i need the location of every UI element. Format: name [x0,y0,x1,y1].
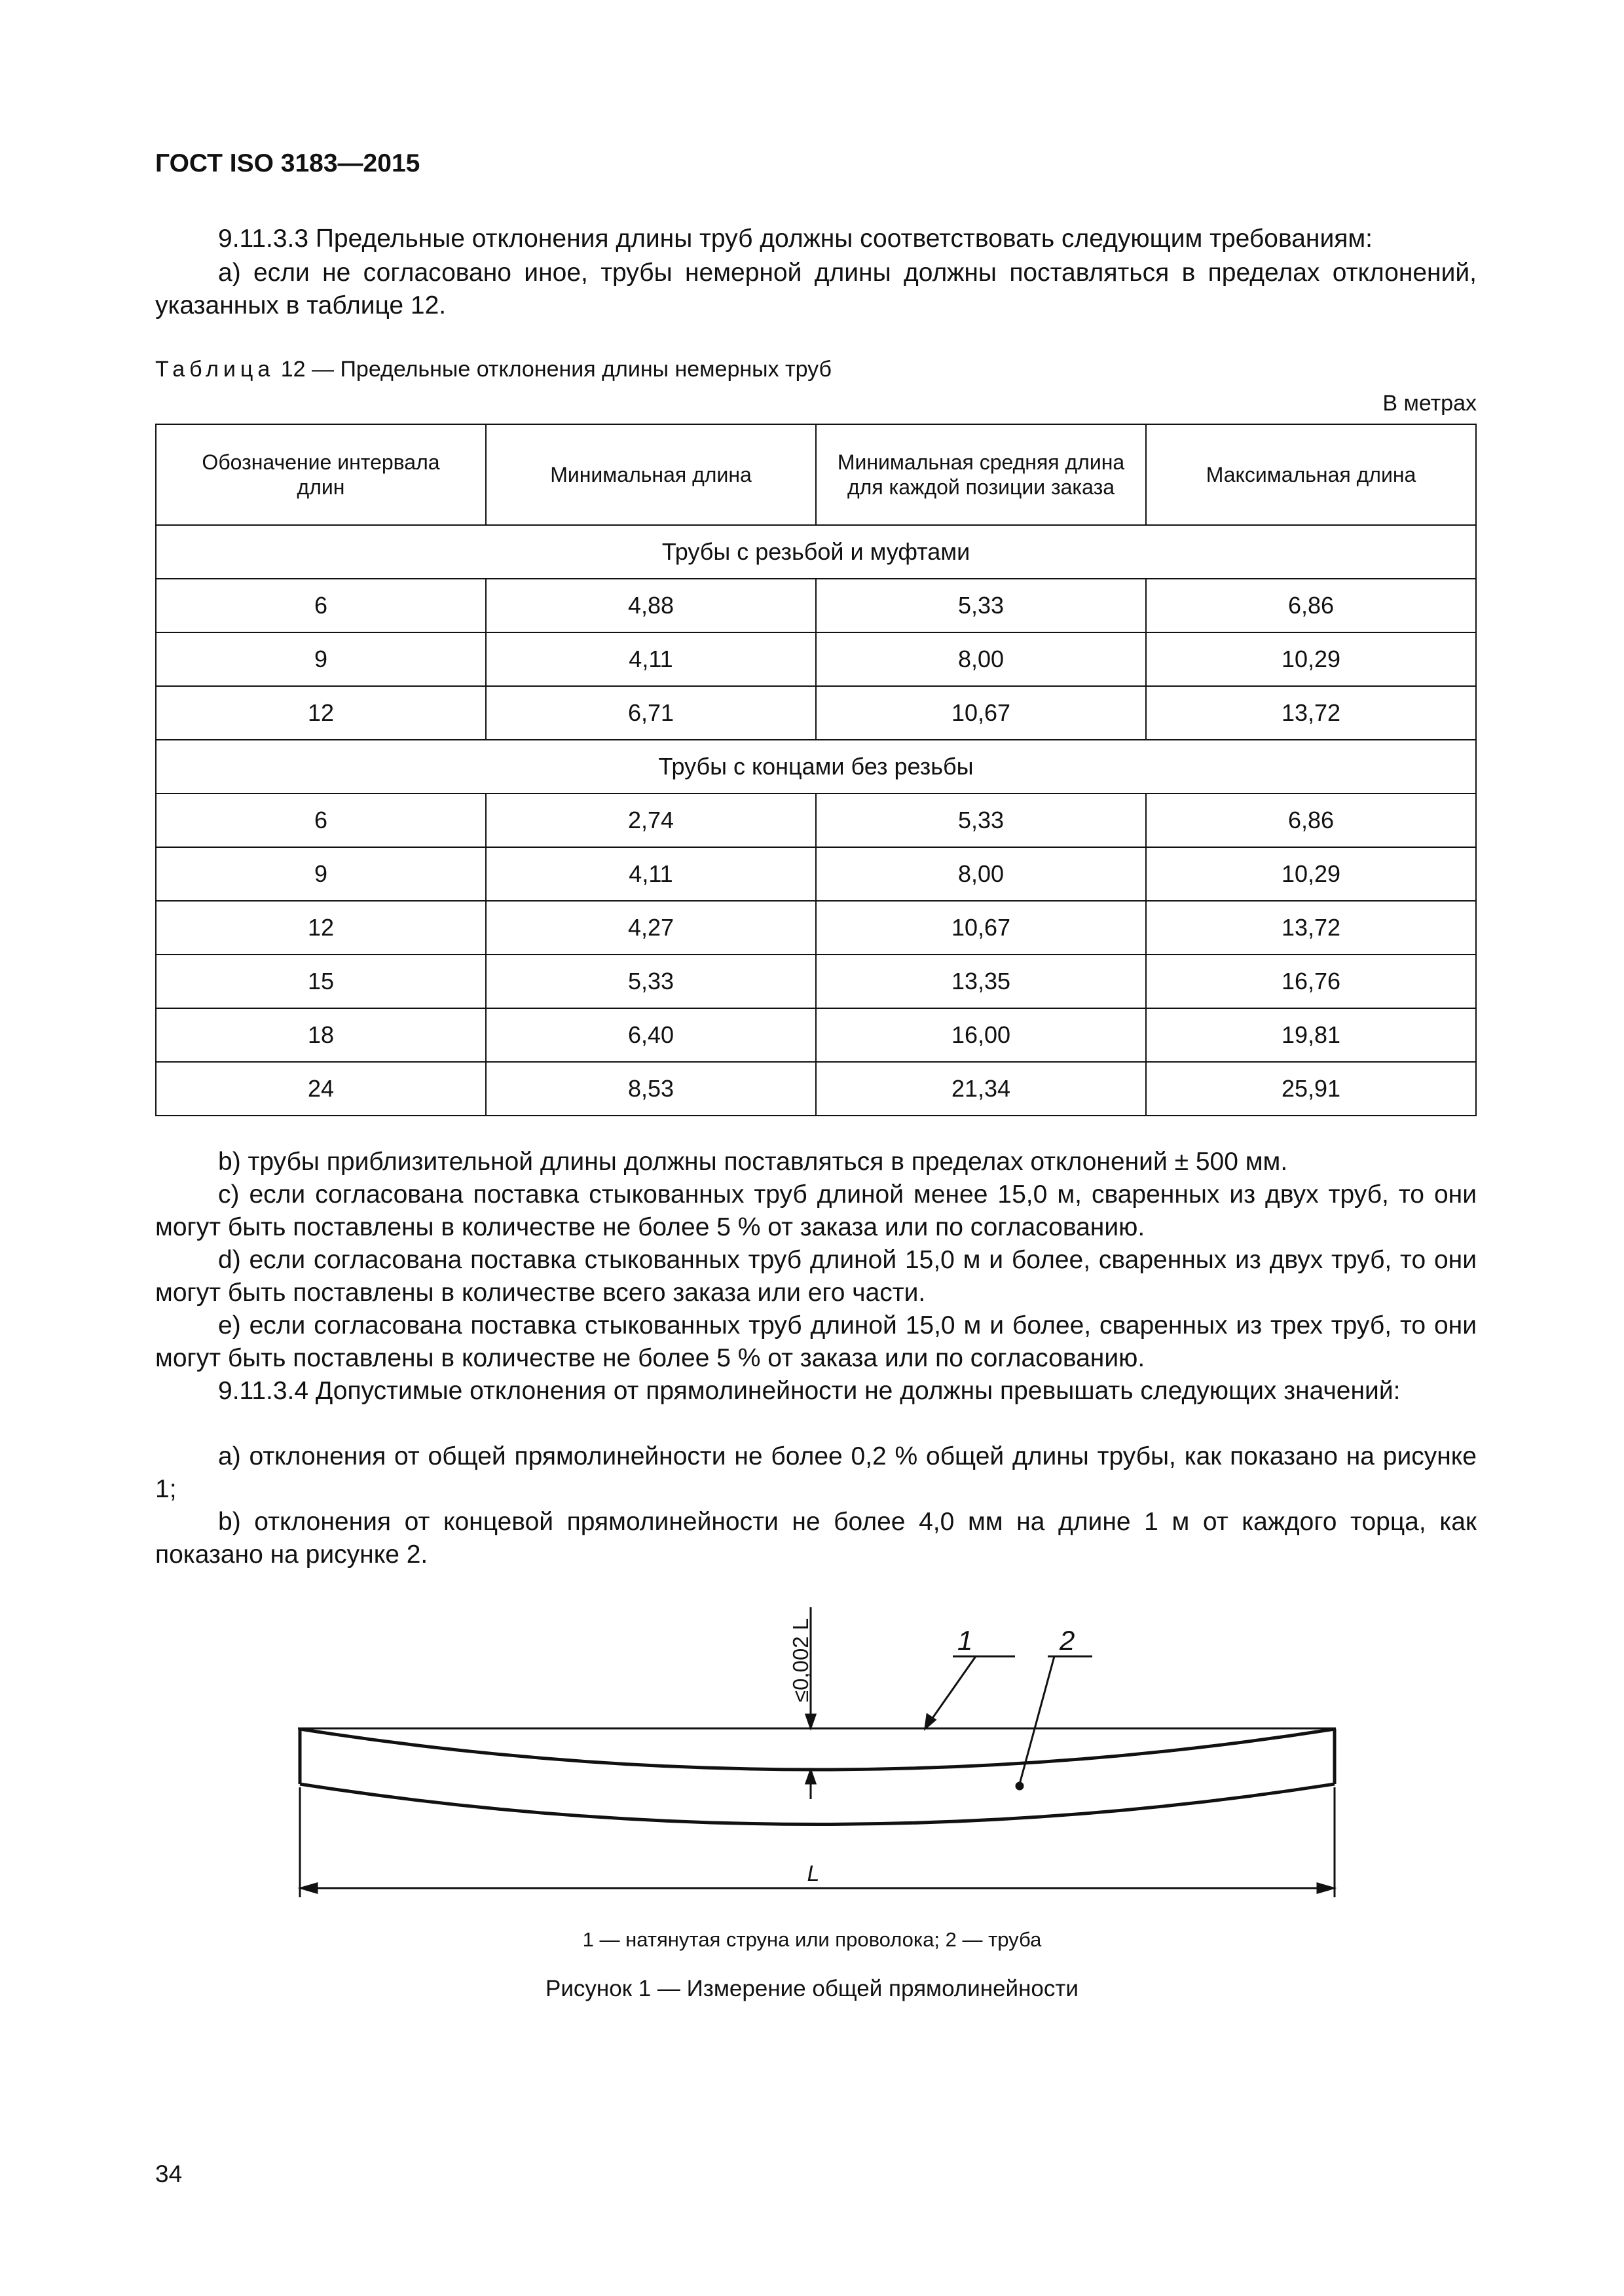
paragraph-c: c) если согласована поставка стыкованных труб длиной менее 15,0 м, сваренных из двух труб, то они могут быть поставлены в количестве не более 5 % от заказа или по согласованию. [155,1180,1477,1241]
paragraph-9-11-3-3: 9.11.3.3 Предельные отклонения длины труб должны соответствовать следующим требованиям: [218,225,1373,253]
cell: 12 [156,686,486,740]
svg-text:≤0,002 L [788,1618,813,1702]
cell: 21,34 [816,1062,1146,1116]
cell: 6,40 [486,1008,816,1062]
cell: 8,53 [486,1062,816,1116]
paragraph-a-straightness: а) отклонения от общей прямолинейности не более 0,2 % общей длины трубы, как показано на рисунке 1; [155,1442,1477,1503]
cell: 6,86 [1146,579,1476,632]
cell: 13,72 [1146,901,1476,955]
section-threaded: Трубы с резьбой и муфтами [156,525,1476,579]
cell: 24 [156,1062,486,1116]
cell: 4,11 [486,632,816,686]
length-label: L [807,1861,820,1886]
svg-text:L [807,1861,820,1886]
paragraph-b-straightness: b) отклонения от концевой прямолинейности не более 4,0 мм на длине 1 м от каждого торца, как показано на рисунке 2. [155,1508,1477,1569]
cell: 10,67 [816,686,1146,740]
paragraph-e: e) если согласована поставка стыкованных труб длиной 15,0 м и более, сваренных из трех труб, то они могут быть поставлены в количестве не более 5 % от заказа или по согласованию. [155,1311,1477,1372]
paragraph-a: а) если не согласовано иное, трубы немерной длины должны поставляться в пределах отклонений, указанных в таблице 12. [155,259,1477,319]
figure-legend: 1 — натянутая струна или проволока; 2 — труба [582,1928,1042,1951]
cell: 25,91 [1146,1062,1476,1116]
page-number: 34 [155,2160,183,2187]
leader-1 [925,1656,1015,1728]
cell: 5,33 [816,579,1146,632]
cell: 6 [156,579,486,632]
deflection-label: ≤0,002 L [788,1618,813,1702]
table-caption-word: Таблица [155,357,275,382]
cell: 19,81 [1146,1008,1476,1062]
header-min-length: Минимальная длина [486,424,816,525]
svg-text:2 [1059,1625,1075,1656]
figure-title: Рисунок 1 — Измерение общей прямолинейности [545,1976,1079,2001]
table-caption-text: 12 — Предельные отклонения длины немерных труб [274,357,832,382]
label-1: 1 [957,1625,973,1656]
cell: 10,29 [1146,632,1476,686]
cell: 16,76 [1146,955,1476,1008]
cell: 6,86 [1146,793,1476,847]
cell: 8,00 [816,632,1146,686]
cell: 9 [156,847,486,901]
cell: 5,33 [486,955,816,1008]
cell: 16,00 [816,1008,1146,1062]
table-units: В метрах [1382,391,1477,416]
pipe-drawing [300,1729,1335,1825]
cell: 18 [156,1008,486,1062]
cell: 5,33 [816,793,1146,847]
leader-2 [1016,1656,1092,1789]
cell: 6 [156,793,486,847]
svg-text:1 [957,1625,972,1656]
paragraph-b: b) трубы приблизительной длины должны поставляться в пределах отклонений ± 500 мм. [218,1148,1288,1176]
cell: 4,11 [486,847,816,901]
cell: 13,35 [816,955,1146,1008]
cell: 10,67 [816,901,1146,955]
document-header: ГОСТ ISO 3183—2015 [155,149,420,177]
cell: 13,72 [1146,686,1476,740]
header-min-avg-length: Минимальная средняя длина для каждой позиции заказа [816,424,1146,525]
cell: 4,88 [486,579,816,632]
cell: 6,71 [486,686,816,740]
cell: 15 [156,955,486,1008]
section-plain-end: Трубы с концами без резьбы [156,740,1476,793]
cell: 8,00 [816,847,1146,901]
cell: 9 [156,632,486,686]
cell: 4,27 [486,901,816,955]
cell: 10,29 [1146,847,1476,901]
header-interval: Обозначение интервала длин [156,424,486,525]
paragraph-d: d) если согласована поставка стыкованных труб длиной 15,0 м и более, сваренных из двух труб, то они могут быть поставлены в количестве всего заказа или его части. [155,1246,1477,1307]
paragraph-9-11-3-4: 9.11.3.4 Допустимые отклонения от прямолинейности не должны превышать следующих значений: [218,1377,1401,1405]
label-2: 2 [1060,1625,1075,1656]
cell: 12 [156,901,486,955]
header-max-length: Максимальная длина [1146,424,1476,525]
cell: 2,74 [486,793,816,847]
